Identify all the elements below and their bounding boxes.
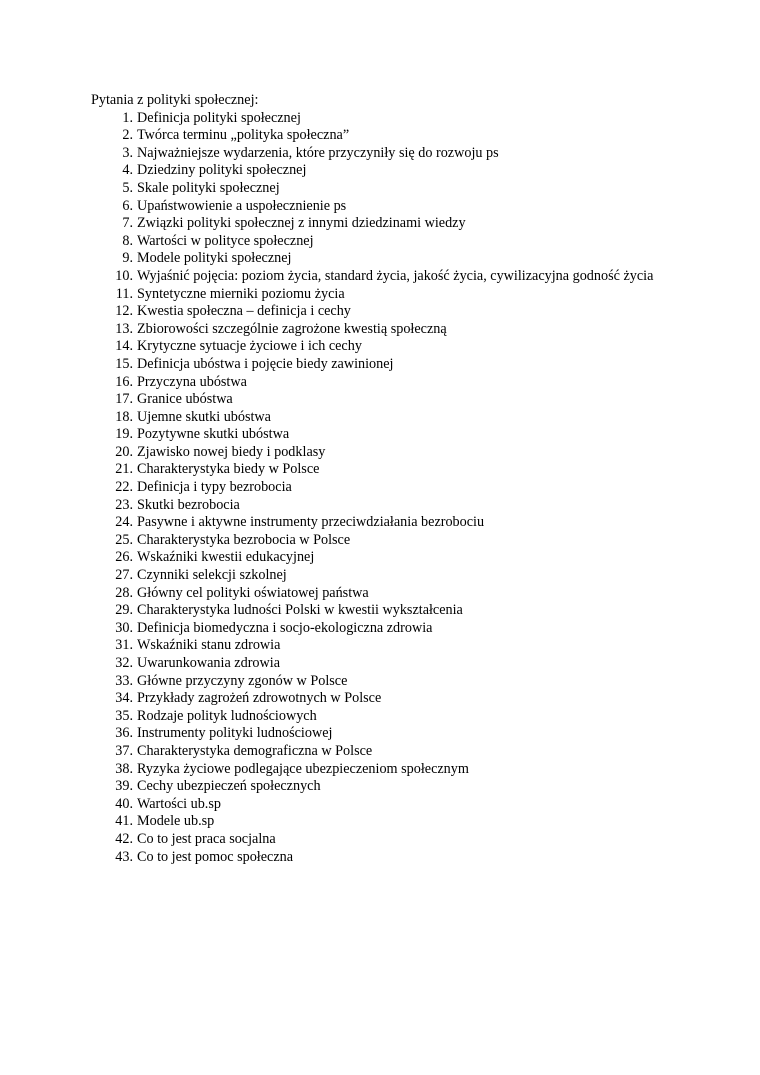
question-number: 31. xyxy=(115,637,133,654)
question-item xyxy=(106,198,666,216)
question-text: Związki polityki społecznej z innymi dziedzinami wiedzy xyxy=(137,215,466,232)
question-number: 19. xyxy=(115,426,133,443)
question-text: Główne przyczyny zgonów w Polsce xyxy=(137,672,348,689)
question-item xyxy=(106,461,666,479)
question-number: 35. xyxy=(115,707,133,724)
question-text: Kwestia społeczna – definicja i cechy xyxy=(137,303,351,320)
question-item xyxy=(106,374,666,392)
question-item xyxy=(106,356,666,374)
question-text: Przykłady zagrożeń zdrowotnych w Polsce xyxy=(137,690,382,707)
question-number: 27. xyxy=(115,567,133,584)
question-number: 6. xyxy=(122,197,133,214)
question-text: Definicja polityki społecznej xyxy=(137,109,301,126)
question-text: Skutki bezrobocia xyxy=(137,496,240,513)
question-number: 5. xyxy=(122,179,133,196)
question-item xyxy=(106,567,666,585)
question-number: 22. xyxy=(115,479,133,496)
question-item xyxy=(106,673,666,691)
question-item xyxy=(106,813,666,831)
question-number: 4. xyxy=(122,162,133,179)
question-item xyxy=(106,444,666,462)
question-number: 40. xyxy=(115,795,133,812)
question-number: 7. xyxy=(122,215,133,232)
question-item xyxy=(106,268,666,286)
question-number: 20. xyxy=(115,443,133,460)
question-item xyxy=(106,426,666,444)
question-number: 26. xyxy=(115,549,133,566)
question-item xyxy=(106,110,666,128)
question-text: Skale polityki społecznej xyxy=(137,179,280,196)
question-text: Co to jest praca socjalna xyxy=(137,830,276,847)
question-number: 24. xyxy=(115,514,133,531)
question-item xyxy=(106,708,666,726)
question-text: Zbiorowości szczególnie zagrożone kwestią społeczną xyxy=(137,320,447,337)
question-item xyxy=(106,233,666,251)
question-text: Definicja i typy bezrobocia xyxy=(137,479,292,496)
question-number: 9. xyxy=(122,250,133,267)
question-text: Główny cel polityki oświatowej państwa xyxy=(137,584,369,601)
question-text: Ryzyka życiowe podlegające ubezpieczeniom społecznym xyxy=(137,760,469,777)
question-number: 11. xyxy=(115,285,133,302)
question-number: 3. xyxy=(122,144,133,161)
question-text: Definicja biomedyczna i socjo-ekologiczna zdrowia xyxy=(137,619,433,636)
question-text: Pasywne i aktywne instrumenty przeciwdziałania bezrobociu xyxy=(137,514,485,531)
question-item xyxy=(106,145,666,163)
question-number: 37. xyxy=(115,742,133,759)
question-text: Pozytywne skutki ubóstwa xyxy=(137,426,290,443)
question-item xyxy=(106,162,666,180)
question-number: 29. xyxy=(115,602,133,619)
question-text: Wartości w polityce społecznej xyxy=(137,232,314,249)
question-number: 28. xyxy=(115,584,133,601)
question-number: 43. xyxy=(115,848,133,865)
question-item xyxy=(106,321,666,339)
question-text: Granice ubóstwa xyxy=(137,391,233,408)
question-text: Wskaźniki stanu zdrowia xyxy=(137,637,281,654)
question-number: 33. xyxy=(115,672,133,689)
question-text: Upaństwowienie a uspołecznienie ps xyxy=(137,197,347,214)
question-number: 23. xyxy=(115,496,133,513)
question-number: 25. xyxy=(115,531,133,548)
question-text: Przyczyna ubóstwa xyxy=(137,373,247,390)
question-number: 10. xyxy=(115,267,133,284)
question-text: Wskaźniki kwestii edukacyjnej xyxy=(137,549,315,566)
question-number: 34. xyxy=(115,690,133,707)
question-number: 17. xyxy=(115,391,133,408)
question-text: Dziedziny polityki społecznej xyxy=(137,162,307,179)
question-item xyxy=(106,690,666,708)
question-text: Charakterystyka demograficzna w Polsce xyxy=(137,742,373,759)
question-number: 32. xyxy=(115,655,133,671)
question-item xyxy=(106,391,666,409)
question-number: 13. xyxy=(115,320,133,337)
question-number: 8. xyxy=(122,232,133,249)
question-item xyxy=(106,215,666,233)
question-number: 2. xyxy=(122,127,133,144)
question-text: Definicja ubóstwa i pojęcie biedy zawinionej xyxy=(137,355,394,372)
question-text: Charakterystyka ludności Polski w kwestii wykształcenia xyxy=(137,602,463,619)
question-item xyxy=(106,338,666,356)
question-number: 16. xyxy=(115,373,133,390)
question-item xyxy=(106,514,666,532)
question-text: Modele ub.sp xyxy=(137,813,215,830)
question-number: 21. xyxy=(115,461,133,478)
question-text: Uwarunkowania zdrowia xyxy=(137,655,281,671)
question-text: Co to jest pomoc społeczna xyxy=(137,848,294,865)
question-text: Wartości ub.sp xyxy=(137,795,221,812)
question-item xyxy=(106,637,666,655)
question-item xyxy=(106,796,666,814)
question-item xyxy=(106,743,666,761)
question-number: 12. xyxy=(115,303,133,320)
question-item xyxy=(106,655,666,673)
question-item xyxy=(106,778,666,796)
question-item xyxy=(106,849,666,867)
question-item xyxy=(106,831,666,849)
question-item xyxy=(106,250,666,268)
question-item xyxy=(106,620,666,638)
question-text: Wyjaśnić pojęcia: poziom życia, standard życia, jakość życia, cywilizacyjna godność życia xyxy=(137,267,654,284)
question-text: Rodzaje polityk ludnościowych xyxy=(137,707,317,724)
question-item xyxy=(106,761,666,779)
question-number: 15. xyxy=(115,355,133,372)
question-text: Najważniejsze wydarzenia, które przyczyniły się do rozwoju ps xyxy=(137,144,499,161)
question-number: 39. xyxy=(115,778,133,795)
question-text: Charakterystyka biedy w Polsce xyxy=(137,461,320,478)
question-item xyxy=(106,532,666,550)
question-item xyxy=(106,127,666,145)
question-number: 14. xyxy=(115,338,133,355)
question-text: Instrumenty polityki ludnościowej xyxy=(137,725,333,742)
document-title: Pytania z polityki społecznej: xyxy=(91,92,259,108)
question-item xyxy=(106,602,666,620)
question-number: 38. xyxy=(115,760,133,777)
question-text: Krytyczne sytuacje życiowe i ich cechy xyxy=(137,338,362,355)
question-item xyxy=(106,479,666,497)
question-text: Czynniki selekcji szkolnej xyxy=(137,567,287,584)
question-item xyxy=(106,585,666,603)
question-text: Charakterystyka bezrobocia w Polsce xyxy=(137,531,351,548)
question-list xyxy=(106,110,666,867)
question-item xyxy=(106,180,666,198)
question-number: 30. xyxy=(115,619,133,636)
question-item xyxy=(106,497,666,515)
question-item xyxy=(106,303,666,321)
question-number: 42. xyxy=(115,830,133,847)
question-item xyxy=(106,725,666,743)
question-text: Twórca terminu „polityka społeczna” xyxy=(137,127,350,144)
question-text: Zjawisko nowej biedy i podklasy xyxy=(137,443,326,460)
question-number: 36. xyxy=(115,725,133,742)
question-text: Ujemne skutki ubóstwa xyxy=(137,408,271,425)
question-item xyxy=(106,409,666,427)
question-text: Modele polityki społecznej xyxy=(137,250,292,267)
question-number: 1. xyxy=(122,109,133,126)
question-number: 18. xyxy=(115,408,133,425)
question-item xyxy=(106,286,666,304)
question-text: Cechy ubezpieczeń społecznych xyxy=(137,778,321,795)
question-item xyxy=(106,549,666,567)
question-number: 41. xyxy=(115,813,133,830)
question-text: Syntetyczne mierniki poziomu życia xyxy=(137,285,345,302)
